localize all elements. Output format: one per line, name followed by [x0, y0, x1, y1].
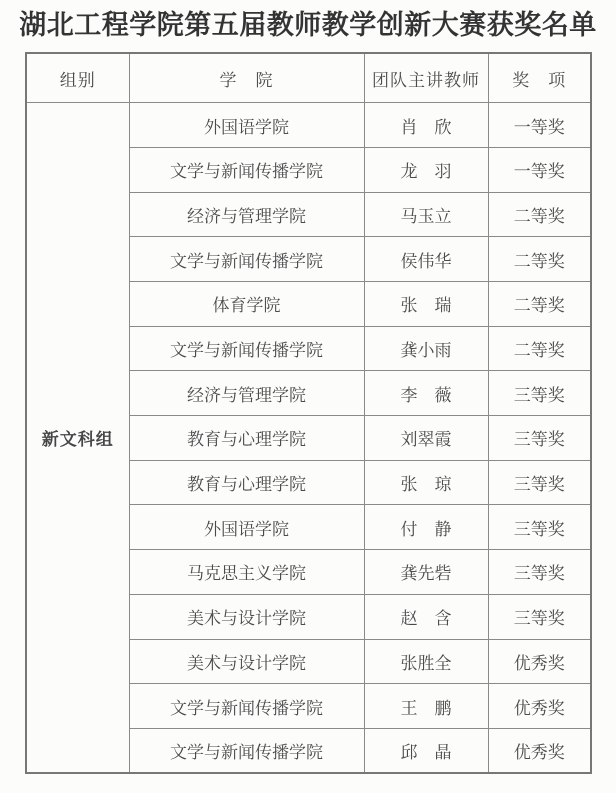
header-college: 学 院: [129, 53, 364, 103]
college-cell: 体育学院: [129, 282, 364, 327]
award-cell: 二等奖: [488, 326, 591, 371]
college-cell: 经济与管理学院: [129, 371, 364, 416]
award-cell: 一等奖: [488, 147, 591, 192]
teacher-cell: 龚小雨: [364, 326, 488, 371]
college-cell: 文学与新闻传播学院: [129, 147, 364, 192]
teacher-cell: 赵 含: [364, 594, 488, 639]
award-cell: 三等奖: [488, 371, 591, 416]
teacher-cell: 刘翠霞: [364, 416, 488, 461]
header-award: 奖 项: [488, 53, 591, 103]
header-teacher: 团队主讲教师: [364, 53, 488, 103]
college-cell: 文学与新闻传播学院: [129, 684, 364, 729]
college-cell: 文学与新闻传播学院: [129, 326, 364, 371]
award-cell: 二等奖: [488, 282, 591, 327]
award-cell: 一等奖: [488, 103, 591, 148]
teacher-cell: 李 薇: [364, 371, 488, 416]
teacher-cell: 王 鹏: [364, 684, 488, 729]
college-cell: 文学与新闻传播学院: [129, 237, 364, 282]
college-cell: 美术与设计学院: [129, 594, 364, 639]
award-table: [25, 52, 592, 774]
teacher-cell: 张 琼: [364, 460, 488, 505]
award-cell: 三等奖: [488, 505, 591, 550]
college-cell: 外国语学院: [129, 505, 364, 550]
award-cell: 三等奖: [488, 550, 591, 595]
college-cell: 外国语学院: [129, 103, 364, 148]
teacher-cell: 肖 欣: [364, 103, 488, 148]
teacher-cell: 张胜全: [364, 639, 488, 684]
award-cell: 优秀奖: [488, 639, 591, 684]
group-cell: 新文科组: [26, 103, 129, 773]
teacher-cell: 马玉立: [364, 192, 488, 237]
teacher-cell: 龚先砦: [364, 550, 488, 595]
teacher-cell: 龙 羽: [364, 147, 488, 192]
award-cell: 二等奖: [488, 237, 591, 282]
college-cell: 马克思主义学院: [129, 550, 364, 595]
teacher-cell: 张 瑞: [364, 282, 488, 327]
college-cell: 经济与管理学院: [129, 192, 364, 237]
college-cell: 文学与新闻传播学院: [129, 728, 364, 773]
college-cell: 美术与设计学院: [129, 639, 364, 684]
table-row: [26, 103, 591, 148]
award-cell: 三等奖: [488, 416, 591, 461]
college-cell: 教育与心理学院: [129, 460, 364, 505]
document-title: 湖北工程学院第五届教师教学创新大赛获奖名单: [19, 10, 597, 40]
table-header-row: [26, 53, 591, 103]
award-cell: 优秀奖: [488, 684, 591, 729]
award-cell: 三等奖: [488, 594, 591, 639]
header-group: 组别: [26, 53, 129, 103]
teacher-cell: 侯伟华: [364, 237, 488, 282]
teacher-cell: 邱 晶: [364, 728, 488, 773]
teacher-cell: 付 静: [364, 505, 488, 550]
award-cell: 二等奖: [488, 192, 591, 237]
award-cell: 三等奖: [488, 460, 591, 505]
award-cell: 优秀奖: [488, 728, 591, 773]
college-cell: 教育与心理学院: [129, 416, 364, 461]
